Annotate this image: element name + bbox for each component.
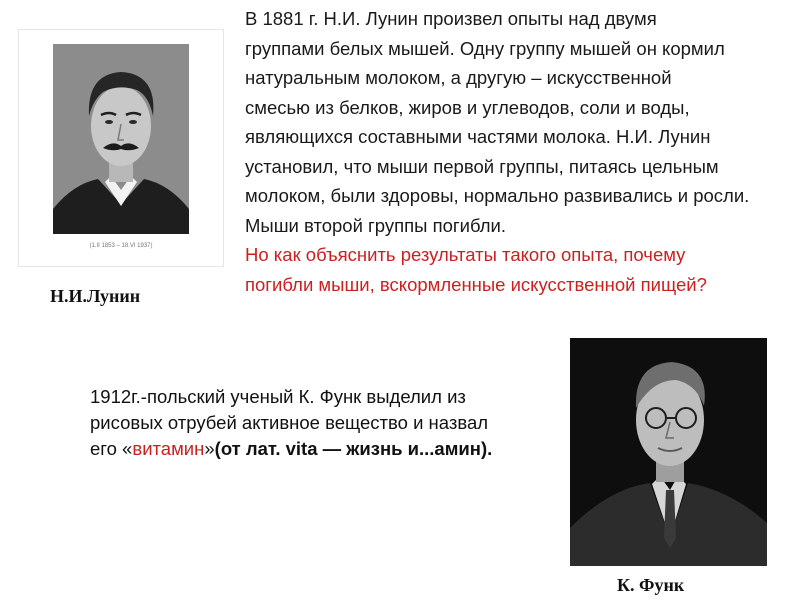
question-line: Но как объяснить результаты такого опыта, почему: [245, 244, 686, 265]
text-line: Мыши второй группы погибли.: [245, 214, 507, 236]
lunin-portrait: [53, 44, 189, 234]
main-text-block: [245, 4, 795, 299]
text-line: молоком, были здоровы, нормально развивались и росли.: [245, 185, 750, 206]
funk-close-quote: »: [204, 438, 215, 459]
text-line: являющихся составными частями молока. Н.И. Лунин: [245, 126, 711, 147]
funk-portrait: [570, 338, 767, 566]
text-line: В 1881 г. Н.И. Лунин произвел опыты над двумя: [245, 8, 657, 29]
funk-text-block: [90, 384, 510, 462]
text-line: установил, что мыши первой группы, питаясь цельным: [245, 155, 719, 177]
lunin-life-dates: (1.II 1853 – 18.VI 1937): [89, 243, 153, 249]
funk-caption: К. Функ: [617, 575, 685, 595]
text-line: натуральным молоком, а другую – искусственной: [245, 67, 672, 88]
vitamin-word: витамин: [132, 438, 205, 459]
text-line: смесью из белков, жиров и углеводов, соли и воды,: [245, 96, 690, 118]
lunin-portrait-frame: [18, 29, 224, 267]
question-line: погибли мыши, вскормленные искусственной пищей?: [245, 273, 707, 295]
funk-etymology: (от лат. vita — жизнь и...амин).: [214, 438, 493, 459]
lunin-caption: Н.И.Лунин: [50, 286, 141, 306]
funk-text-plain: 1912г.-польский ученый К. Функ выделил из рисовых отрубей активное вещество и назвал его «: [90, 386, 489, 459]
text-line: группами белых мышей. Одну группу мышей он кормил: [245, 37, 725, 59]
